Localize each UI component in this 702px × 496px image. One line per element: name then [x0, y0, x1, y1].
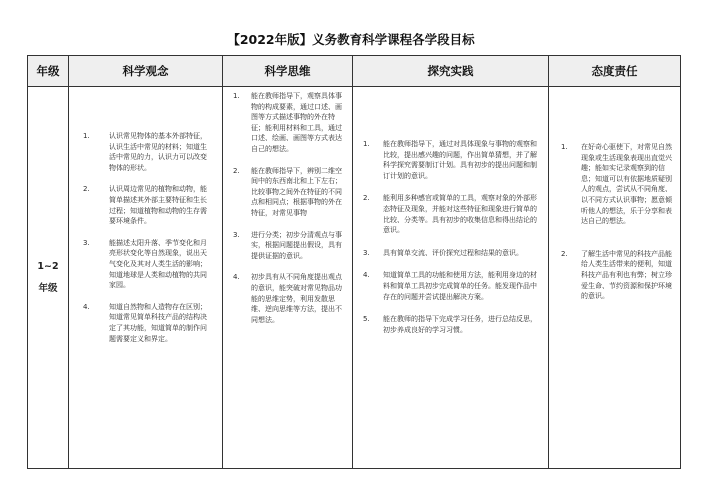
- list-item: [83, 238, 212, 291]
- list-item: [363, 193, 538, 235]
- list-item: [83, 184, 212, 226]
- item-number: 4.: [83, 302, 90, 311]
- item-number: 3.: [233, 230, 240, 239]
- curriculum-goals-table: [27, 55, 681, 469]
- list-item: [233, 272, 344, 325]
- science-thinking-list: [223, 87, 352, 417]
- header-grade: 年级: [28, 56, 69, 87]
- header-row: [28, 56, 681, 87]
- list-item: [83, 302, 212, 344]
- item-number: 3.: [363, 248, 370, 257]
- item-text: 能在教师指导下，辨别二维空间中的东西南北和上下左右；比较事物之间外在特征的不同点和相同点；根据事物的外在特征，对常见事物: [251, 166, 342, 217]
- inquiry-practice-cell: [353, 87, 549, 469]
- list-item: [233, 166, 344, 219]
- item-number: 4.: [233, 273, 240, 282]
- attitude-responsibility-cell: [549, 87, 681, 469]
- list-item: [363, 270, 538, 302]
- list-item: [561, 249, 672, 302]
- item-text: 认识常见物体的基本外部特征，认识生活中常见的材料；知道生活中常见的力，认识力可以改变物体的形状。: [109, 132, 207, 172]
- header-science-thinking: 科学思维: [223, 56, 353, 87]
- item-text: 知道简单工具的功能和使用方法，能利用身边的材料和简单工具初步完成简单的任务。能发现作品中存在的问题并尝试提出解决方案。: [383, 271, 537, 301]
- item-text: 初步具有从不同角度提出观点的意识，能突破对常见物品功能的思维定势，利用发散思维、逆向思维等方法，提出不同想法。: [251, 273, 342, 324]
- inquiry-practice-list: [353, 87, 548, 465]
- item-number: 3.: [83, 238, 90, 247]
- item-text: 进行分类；初步分清观点与事实，根据问题提出假设，具有提供证据的意识。: [251, 230, 342, 260]
- item-number: 1.: [561, 143, 568, 151]
- item-text: 能在教师指导下，通过对具体现象与事物的观察和比较，提出感兴趣的问题，作出简单猜想，并了解科学探究需要制订计划。具有初步的提出问题和制订计划的意识。: [383, 140, 537, 180]
- header-attitude-responsibility: 态度责任: [549, 56, 681, 87]
- item-text: 认识周边常见的植物和动物，能简单描述其外部主要特征和生长过程；知道植物和动物的生存需要环境条件。: [109, 185, 207, 226]
- header-science-concept: 科学观念: [69, 56, 223, 87]
- grade-range: 1~2: [37, 260, 59, 272]
- item-number: 2.: [83, 185, 90, 194]
- item-text: 在好奇心驱使下，对常见自然现象或生活现象表现出直觉兴趣；能如实记录观察到的信息；知道可以有依据地质疑别人的观点，尝试从不同角度、以不同方式认识事物；愿意倾听他人的想法，乐于分享和表达自己的想法。: [581, 143, 672, 226]
- item-number: 2.: [233, 166, 240, 175]
- list-item: [363, 248, 538, 259]
- item-number: 1.: [363, 140, 370, 148]
- science-concept-list: [69, 87, 222, 457]
- item-number: 5.: [363, 315, 370, 324]
- list-item: [561, 142, 672, 227]
- item-text: 了解生活中常见的科技产品能给人类生活带来的便利，知道科技产品有利也有弊；树立珍爱生命、节约资源和保护环境的意识。: [581, 249, 672, 301]
- science-concept-cell: [69, 87, 223, 469]
- science-thinking-cell: [223, 87, 353, 469]
- list-item: [233, 91, 344, 155]
- attitude-responsibility-list: [549, 87, 680, 468]
- list-item: [233, 230, 344, 262]
- list-item: [83, 131, 212, 173]
- header-inquiry-practice: 探究实践: [353, 56, 549, 87]
- item-number: 2.: [363, 194, 370, 203]
- list-item: [363, 314, 538, 335]
- list-item: [363, 139, 538, 181]
- item-text: 能在教师指导下，观察具体事物的构成要素，通过口述、画图等方式描述事物的外在特征；能利用材料和工具，通过口述、绘画、画图等方式表达自己的想法。: [251, 92, 342, 153]
- item-text: 知道自然物和人造物存在区别；知道常见简单科技产品的结构决定了其功能，知道简单的制作问题需要定义和界定。: [109, 302, 207, 343]
- item-number: 1.: [233, 92, 240, 100]
- item-text: 具有简单交流、评价探究过程和结果的意识。: [383, 248, 523, 257]
- item-number: 2.: [561, 249, 568, 258]
- table-row: [28, 87, 681, 469]
- item-number: 1.: [83, 132, 90, 140]
- page-title: 【2022年版】义务教育科学课程各学段目标: [227, 32, 475, 47]
- item-text: 能在教师的指导下完成学习任务，进行总结反思，初步养成良好的学习习惯。: [383, 315, 537, 334]
- item-text: 能利用多种感官或简单的工具，观察对象的外部形态特征及现象，并能对这些特征和现象进行简单的比较、分类等。具有初步的收集信息和得出结论的意识。: [383, 194, 537, 235]
- item-number: 4.: [363, 271, 370, 280]
- grade-suffix: 年级: [38, 282, 58, 294]
- grade-cell: [28, 87, 69, 469]
- item-text: 能描述太阳升落、季节变化和月亮形状变化等自然现象，说出天气变化及其对人类生活的影响；知道地球是人类和动植物的共同家园。: [109, 238, 207, 290]
